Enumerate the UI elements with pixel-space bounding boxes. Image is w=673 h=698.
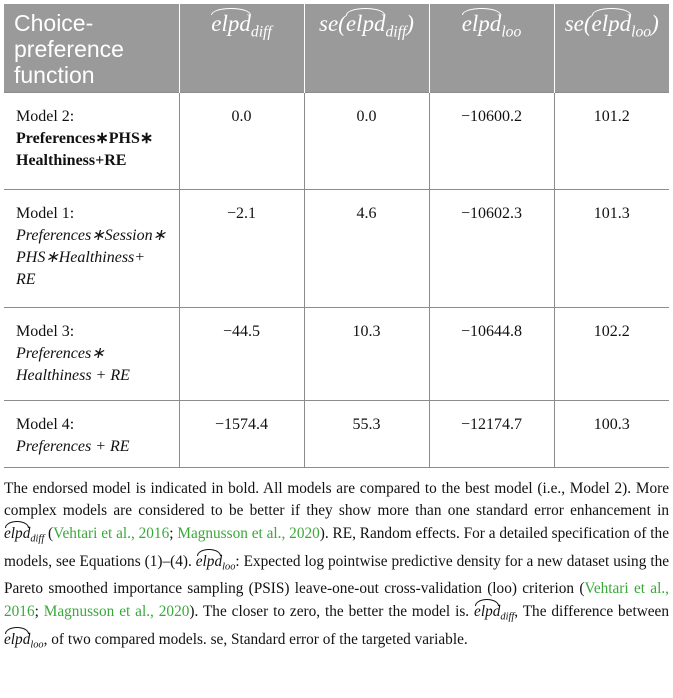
header-row	[4, 4, 669, 92]
se-elpd-diff-cell: 10.3	[304, 307, 429, 400]
elpd-diff-cell: 0.0	[179, 92, 304, 189]
citation-link[interactable]: Magnusson et al., 2020	[43, 602, 190, 620]
se-elpd-diff-cell: 0.0	[304, 92, 429, 189]
citation-link[interactable]: Magnusson et al., 2020	[177, 524, 320, 542]
header-choice-preference-function: Choice- preference function	[4, 4, 179, 92]
elpd-diff-cell: −44.5	[179, 307, 304, 400]
se-elpd-loo-cell: 101.3	[554, 189, 669, 307]
table-row-model-3	[4, 307, 669, 400]
citation-link[interactable]: Vehtari et al., 2016	[4, 580, 669, 620]
model-cell: Model 3: Preferences∗ Healthiness + RE	[4, 307, 179, 400]
elpd-diff-cell: −1574.4	[179, 400, 304, 467]
se-elpd-loo-cell: 100.3	[554, 400, 669, 467]
elpd-loo-cell: −10602.3	[429, 189, 554, 307]
model-cell: Model 1: Preferences∗Session∗ PHS∗Healthiness+ RE	[4, 189, 179, 307]
model-cell: Model 4: Preferences + RE	[4, 400, 179, 467]
se-elpd-diff-cell: 55.3	[304, 400, 429, 467]
header-se-elpd-loo: se(elpd$_{loo}$)	[554, 4, 669, 92]
elpd-loo-cell: −10644.8	[429, 307, 554, 400]
se-elpd-diff-cell: 4.6	[304, 189, 429, 307]
header-elpd-loo: elpd$_{loo}$	[429, 4, 554, 92]
header-elpd-diff: elpd$_{diff}$	[179, 4, 304, 92]
citation-link[interactable]: Vehtari et al., 2016	[53, 524, 170, 542]
elpd-diff-cell: −2.1	[179, 189, 304, 307]
table-row-model-1	[4, 189, 669, 307]
elpd-loo-cell: −12174.7	[429, 400, 554, 467]
header-se-elpd-diff: se(elpd$_{diff}$)	[304, 4, 429, 92]
se-elpd-loo-cell: 101.2	[554, 92, 669, 189]
se-elpd-loo-cell: 102.2	[554, 307, 669, 400]
table-row-model-2	[4, 92, 669, 189]
model-cell: Model 2: Preferences∗PHS∗ Healthiness+RE	[4, 92, 179, 189]
model-comparison-table	[4, 4, 669, 468]
elpd-loo-cell: −10600.2	[429, 92, 554, 189]
table-footnote: The endorsed model is indicated in bold. All models are compared to the best model (i.e., Model 2). More complex models are considered to be better if they show more than one standard error enhancement in elpd$_{diff}$ (Vehtari et al., 2016; Magnusson et al., 2020). RE, Random effects. For a detailed specification of the models, see Equations (1)–(4). elpd$_{loo}$: Expected log pointwise predictive density for a new dataset using the Pareto smoothed importance sampling (PSIS) leave-one-out cross-validation (loo) criterion (Vehtari et al., 2016; Magnusson et al., 2020). The closer to zero, the better the model is. elpd$_{diff}$, The difference between elpd$_{loo}$, of two compared models. se, Standard error of the targeted variable.	[4, 480, 670, 651]
table-row-model-4	[4, 400, 669, 467]
